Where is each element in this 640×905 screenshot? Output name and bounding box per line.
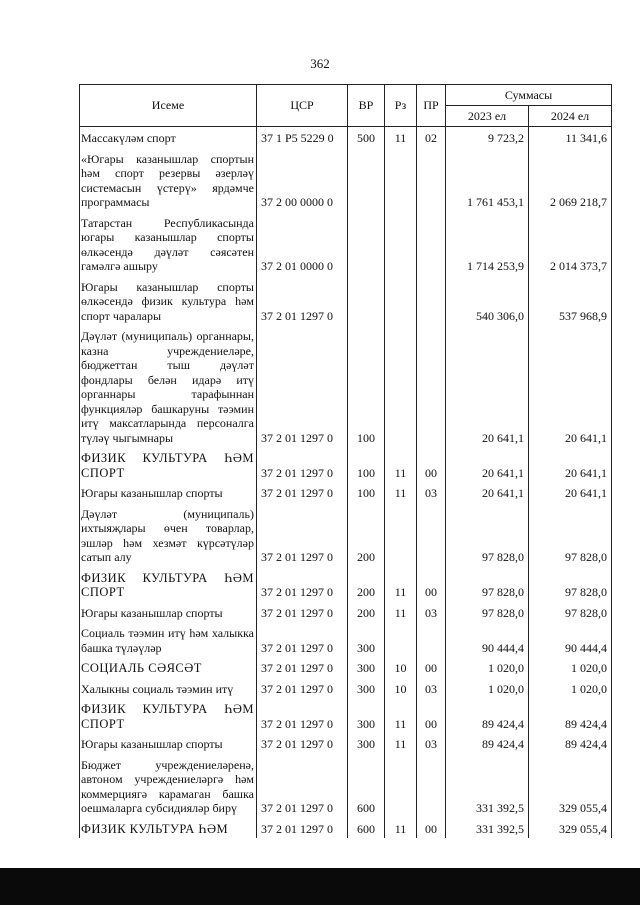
row-vr-code: 200 (348, 567, 385, 602)
row-amount-2024: 1 020,0 (529, 678, 612, 699)
table-row (80, 567, 612, 602)
row-amount-2023: 97 828,0 (446, 503, 529, 567)
row-csr-code: 37 2 01 1297 0 (257, 657, 348, 678)
row-amount-2024: 89 424,4 (529, 698, 612, 733)
row-csr-code: 37 2 01 1297 0 (257, 678, 348, 699)
row-csr-code: 37 1 Р5 5229 0 (257, 127, 348, 148)
row-amount-2023: 9 723,2 (446, 127, 529, 148)
row-amount-2023: 1 761 453,1 (446, 148, 529, 212)
row-rz-code: 11 (385, 482, 417, 503)
row-amount-2024: 97 828,0 (529, 567, 612, 602)
row-pr-code (417, 503, 446, 567)
row-amount-2023: 97 828,0 (446, 602, 529, 623)
row-amount-2023: 1 020,0 (446, 678, 529, 699)
row-vr-code: 500 (348, 127, 385, 148)
row-csr-code: 37 2 01 1297 0 (257, 622, 348, 657)
row-name: Югары казанышлар спорты (80, 482, 257, 503)
row-pr-code (417, 325, 446, 447)
row-pr-code: 02 (417, 127, 446, 148)
row-amount-2024: 2 014 373,7 (529, 212, 612, 276)
row-pr-code: 03 (417, 602, 446, 623)
table-row (80, 325, 612, 447)
row-csr-code: 37 2 00 0000 0 (257, 148, 348, 212)
row-amount-2024: 90 444,4 (529, 622, 612, 657)
row-name: ФИЗИК КУЛЬТУРА ҺӘМ СПОРТ (80, 698, 257, 733)
row-amount-2024: 1 020,0 (529, 657, 612, 678)
row-vr-code (348, 148, 385, 212)
row-amount-2023: 540 306,0 (446, 276, 529, 326)
row-rz-code: 11 (385, 698, 417, 733)
row-vr-code (348, 276, 385, 326)
row-pr-code: 00 (417, 567, 446, 602)
table-row (80, 657, 612, 678)
table-row (80, 503, 612, 567)
row-amount-2023: 90 444,4 (446, 622, 529, 657)
row-rz-code: 11 (385, 127, 417, 148)
row-name: Татарстан Республикасында югары казанышлар спорты өлкәсендә дәүләт сәясәтен гамәлгә ашыру (80, 212, 257, 276)
header-rz: Рз (385, 85, 417, 127)
row-vr-code: 200 (348, 602, 385, 623)
row-name: Югары казанышлар спорты (80, 602, 257, 623)
budget-table (79, 84, 612, 838)
row-amount-2023: 1 714 253,9 (446, 212, 529, 276)
row-pr-code: 00 (417, 447, 446, 482)
table-row (80, 482, 612, 503)
row-rz-code: 11 (385, 567, 417, 602)
header-name: Исеме (80, 85, 257, 127)
row-amount-2024: 97 828,0 (529, 602, 612, 623)
row-name: Югары казанышлар спорты (80, 733, 257, 754)
table-row (80, 733, 612, 754)
row-amount-2023: 331 392,5 (446, 818, 529, 839)
row-csr-code: 37 2 01 1297 0 (257, 482, 348, 503)
table-row (80, 127, 612, 148)
row-rz-code: 11 (385, 733, 417, 754)
row-pr-code (417, 754, 446, 818)
row-name: Социаль тәэмин итү һәм халыкка башка түләүләр (80, 622, 257, 657)
table-row (80, 754, 612, 818)
row-pr-code (417, 276, 446, 326)
row-amount-2024: 20 641,1 (529, 447, 612, 482)
row-pr-code: 00 (417, 698, 446, 733)
row-pr-code (417, 622, 446, 657)
table-row (80, 602, 612, 623)
row-amount-2024: 97 828,0 (529, 503, 612, 567)
row-amount-2024: 329 055,4 (529, 754, 612, 818)
row-rz-code (385, 503, 417, 567)
row-name: «Югары казанышлар спортын һәм спорт резервы әзерләү системасын үстерү» ярдәмче программасы (80, 148, 257, 212)
row-rz-code: 10 (385, 657, 417, 678)
row-csr-code: 37 2 01 1297 0 (257, 503, 348, 567)
row-name: ФИЗИК КУЛЬТУРА ҺӘМ СПОРТ (80, 567, 257, 602)
row-vr-code: 300 (348, 622, 385, 657)
row-rz-code: 11 (385, 447, 417, 482)
row-amount-2023: 1 020,0 (446, 657, 529, 678)
row-amount-2024: 20 641,1 (529, 482, 612, 503)
table-row (80, 678, 612, 699)
row-rz-code (385, 622, 417, 657)
header-year-2024: 2024 ел (529, 106, 612, 127)
row-name: ФИЗИК КУЛЬТУРА ҺӘМ (80, 818, 257, 839)
row-pr-code: 03 (417, 733, 446, 754)
table-row (80, 622, 612, 657)
row-csr-code: 37 2 01 1297 0 (257, 733, 348, 754)
row-csr-code: 37 2 01 1297 0 (257, 447, 348, 482)
row-rz-code (385, 276, 417, 326)
row-csr-code: 37 2 01 0000 0 (257, 212, 348, 276)
row-pr-code: 03 (417, 678, 446, 699)
row-name: ФИЗИК КУЛЬТУРА ҺӘМ СПОРТ (80, 447, 257, 482)
header-csr: ЦСР (257, 85, 348, 127)
row-rz-code: 10 (385, 678, 417, 699)
row-csr-code: 37 2 01 1297 0 (257, 602, 348, 623)
row-csr-code: 37 2 01 1297 0 (257, 325, 348, 447)
row-amount-2023: 89 424,4 (446, 698, 529, 733)
row-name: СОЦИАЛЬ СӘЯСӘТ (80, 657, 257, 678)
header-sums: Суммасы (446, 85, 612, 106)
row-amount-2023: 331 392,5 (446, 754, 529, 818)
row-vr-code: 300 (348, 733, 385, 754)
row-name: Массакүләм спорт (80, 127, 257, 148)
row-vr-code: 600 (348, 754, 385, 818)
row-csr-code: 37 2 01 1297 0 (257, 567, 348, 602)
row-rz-code (385, 325, 417, 447)
row-amount-2023: 97 828,0 (446, 567, 529, 602)
row-amount-2023: 20 641,1 (446, 325, 529, 447)
table-row (80, 698, 612, 733)
scan-bottom-edge (0, 868, 640, 905)
row-amount-2024: 89 424,4 (529, 733, 612, 754)
row-csr-code: 37 2 01 1297 0 (257, 276, 348, 326)
row-pr-code (417, 212, 446, 276)
row-name: Халыкны социаль тәэмин итү (80, 678, 257, 699)
row-vr-code: 300 (348, 657, 385, 678)
row-pr-code: 00 (417, 818, 446, 839)
row-amount-2024: 20 641,1 (529, 325, 612, 447)
row-csr-code: 37 2 01 1297 0 (257, 698, 348, 733)
row-vr-code: 100 (348, 325, 385, 447)
row-vr-code: 100 (348, 447, 385, 482)
row-vr-code: 300 (348, 698, 385, 733)
row-amount-2024: 2 069 218,7 (529, 148, 612, 212)
row-vr-code: 300 (348, 678, 385, 699)
table-row (80, 818, 612, 839)
header-vr: ВР (348, 85, 385, 127)
row-pr-code: 03 (417, 482, 446, 503)
row-amount-2023: 20 641,1 (446, 447, 529, 482)
row-csr-code: 37 2 01 1297 0 (257, 818, 348, 839)
row-rz-code (385, 212, 417, 276)
row-amount-2023: 89 424,4 (446, 733, 529, 754)
row-amount-2023: 20 641,1 (446, 482, 529, 503)
row-amount-2024: 537 968,9 (529, 276, 612, 326)
row-rz-code (385, 754, 417, 818)
row-rz-code: 11 (385, 602, 417, 623)
row-vr-code (348, 212, 385, 276)
header-year-2023: 2023 ел (446, 106, 529, 127)
table-row (80, 447, 612, 482)
row-rz-code: 11 (385, 818, 417, 839)
header-pr: ПР (417, 85, 446, 127)
row-csr-code: 37 2 01 1297 0 (257, 754, 348, 818)
table-row (80, 276, 612, 326)
row-amount-2024: 11 341,6 (529, 127, 612, 148)
row-vr-code: 600 (348, 818, 385, 839)
row-pr-code: 00 (417, 657, 446, 678)
row-name: Дәүләт (муниципаль) ихтыяҗлары өчен товарлар, эшләр һәм хезмәт күрсәтүләр сатып алу (80, 503, 257, 567)
table-row (80, 212, 612, 276)
row-amount-2024: 329 055,4 (529, 818, 612, 839)
page-number: 362 (310, 56, 330, 71)
row-name: Дәүләт (муниципаль) органнары, казна учреждениеләре, бюджеттан тыш дәүләт фондлары белән идарә итү органнары тарафыннан функцияләр башкаруны тәэмин итү максатларында персоналга түләү чыгымнары (80, 325, 257, 447)
table-row (80, 148, 612, 212)
row-name: Югары казанышлар спорты өлкәсендә физик культура һәм спорт чаралары (80, 276, 257, 326)
row-vr-code: 100 (348, 482, 385, 503)
row-pr-code (417, 148, 446, 212)
row-vr-code: 200 (348, 503, 385, 567)
row-rz-code (385, 148, 417, 212)
row-name: Бюджет учреждениеләренә, автоном учреждениеләргә һәм коммерциягә карамаган башка оешмаларга субсидияләр бирү (80, 754, 257, 818)
